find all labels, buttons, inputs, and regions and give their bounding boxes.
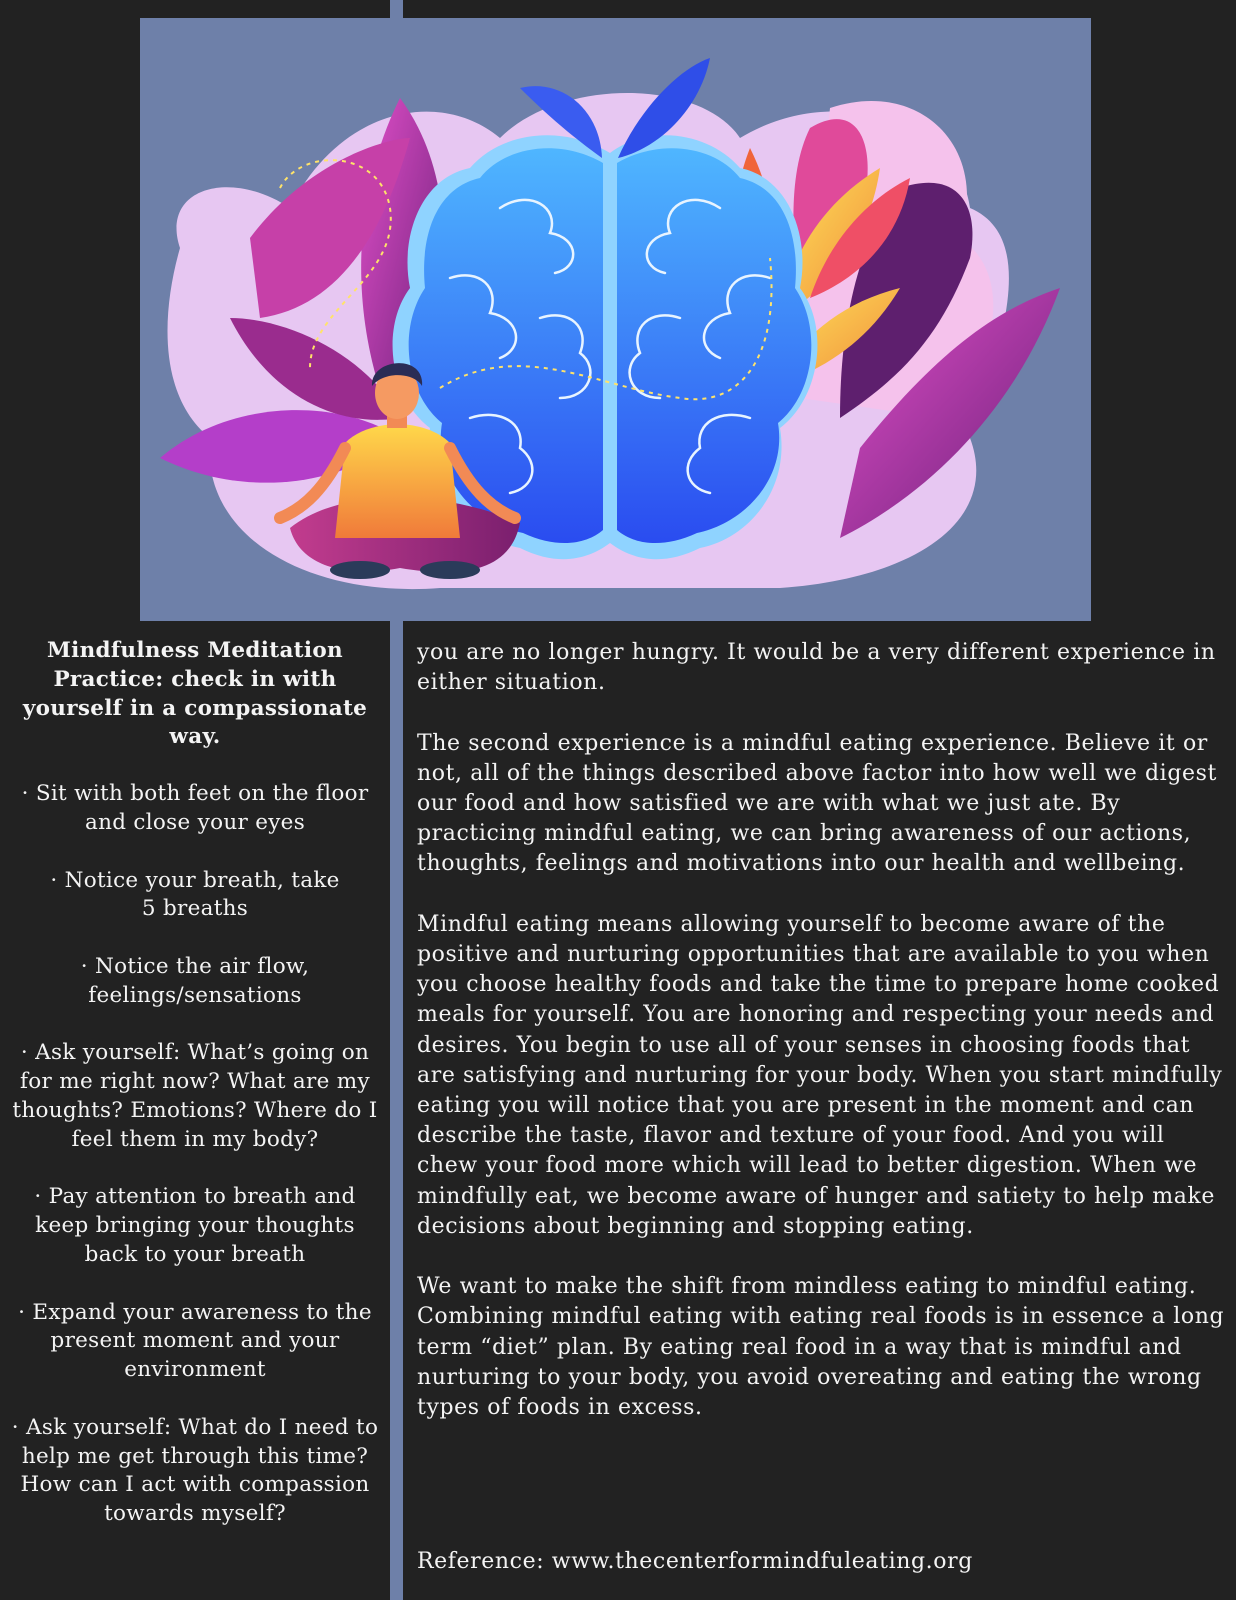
practice-step: · Notice your breath, take 5 breaths: [50, 867, 340, 922]
meditation-brain-illustration: [140, 18, 1091, 621]
practice-step: · Sit with both feet on the floor and close your eyes: [21, 781, 369, 835]
practice-step: · Ask yourself: What’s going on for me right now? What are my thoughts? Emotions? Where do I feel them in my body?: [12, 1040, 378, 1152]
mindful-eating-article: [417, 638, 1227, 1453]
article-paragraph: you are no longer hungry. It would be a very different experience in either situation.: [417, 640, 1216, 696]
practice-title: Mindfulness Meditation Practice: check in with yourself in a compassionate way.: [22, 638, 368, 750]
article-paragraph: Mindful eating means allowing yourself to become aware of the positive and nurturing opportunities that are available to you when you choose healthy foods and take the time to prepare home cooked meals for yourself. You are honoring and respecting your needs and desires. You begin to use all of your senses in choosing foods that are satisfying and nurturing for your body. When you start mindfully eating you will notice that you are present in the moment and can describe the taste, flavor and texture of your food. And you will chew your food more which will lead to better digestion. When we mindfully eat, we become aware of hunger and satiety to help make decisions about beginning and stopping eating.: [417, 911, 1223, 1239]
article-paragraph: We want to make the shift from mindless eating to mindful eating. Combining mindful eating with eating real foods is in essence a long term “diet” plan. By eating real food in a way that is mindful and nurturing to your body, you avoid overeating and eating the wrong types of foods in excess.: [417, 1274, 1225, 1421]
practice-step: · Notice the air flow, feelings/sensations: [80, 953, 310, 1008]
article-paragraph: The second experience is a mindful eating experience. Believe it or not, all of the things described above factor into how well we digest our food and how satisfied we are with what we just ate. By practicing mindful eating, we can bring awareness of our actions, thoughts, feelings and motivations into our health and wellbeing.: [417, 730, 1217, 877]
practice-step: · Ask yourself: What do I need to help me get through this time? How can I act with compassion towards myself?: [11, 1414, 379, 1527]
practice-step: · Expand your awareness to the present moment and your environment: [18, 1299, 372, 1383]
meditation-practice-column: [8, 637, 382, 1558]
practice-step: · Pay attention to breath and keep bringing your thoughts back to your breath: [34, 1184, 356, 1267]
reference-link[interactable]: Reference: www.thecenterformindfuleating.org: [417, 1549, 973, 1574]
